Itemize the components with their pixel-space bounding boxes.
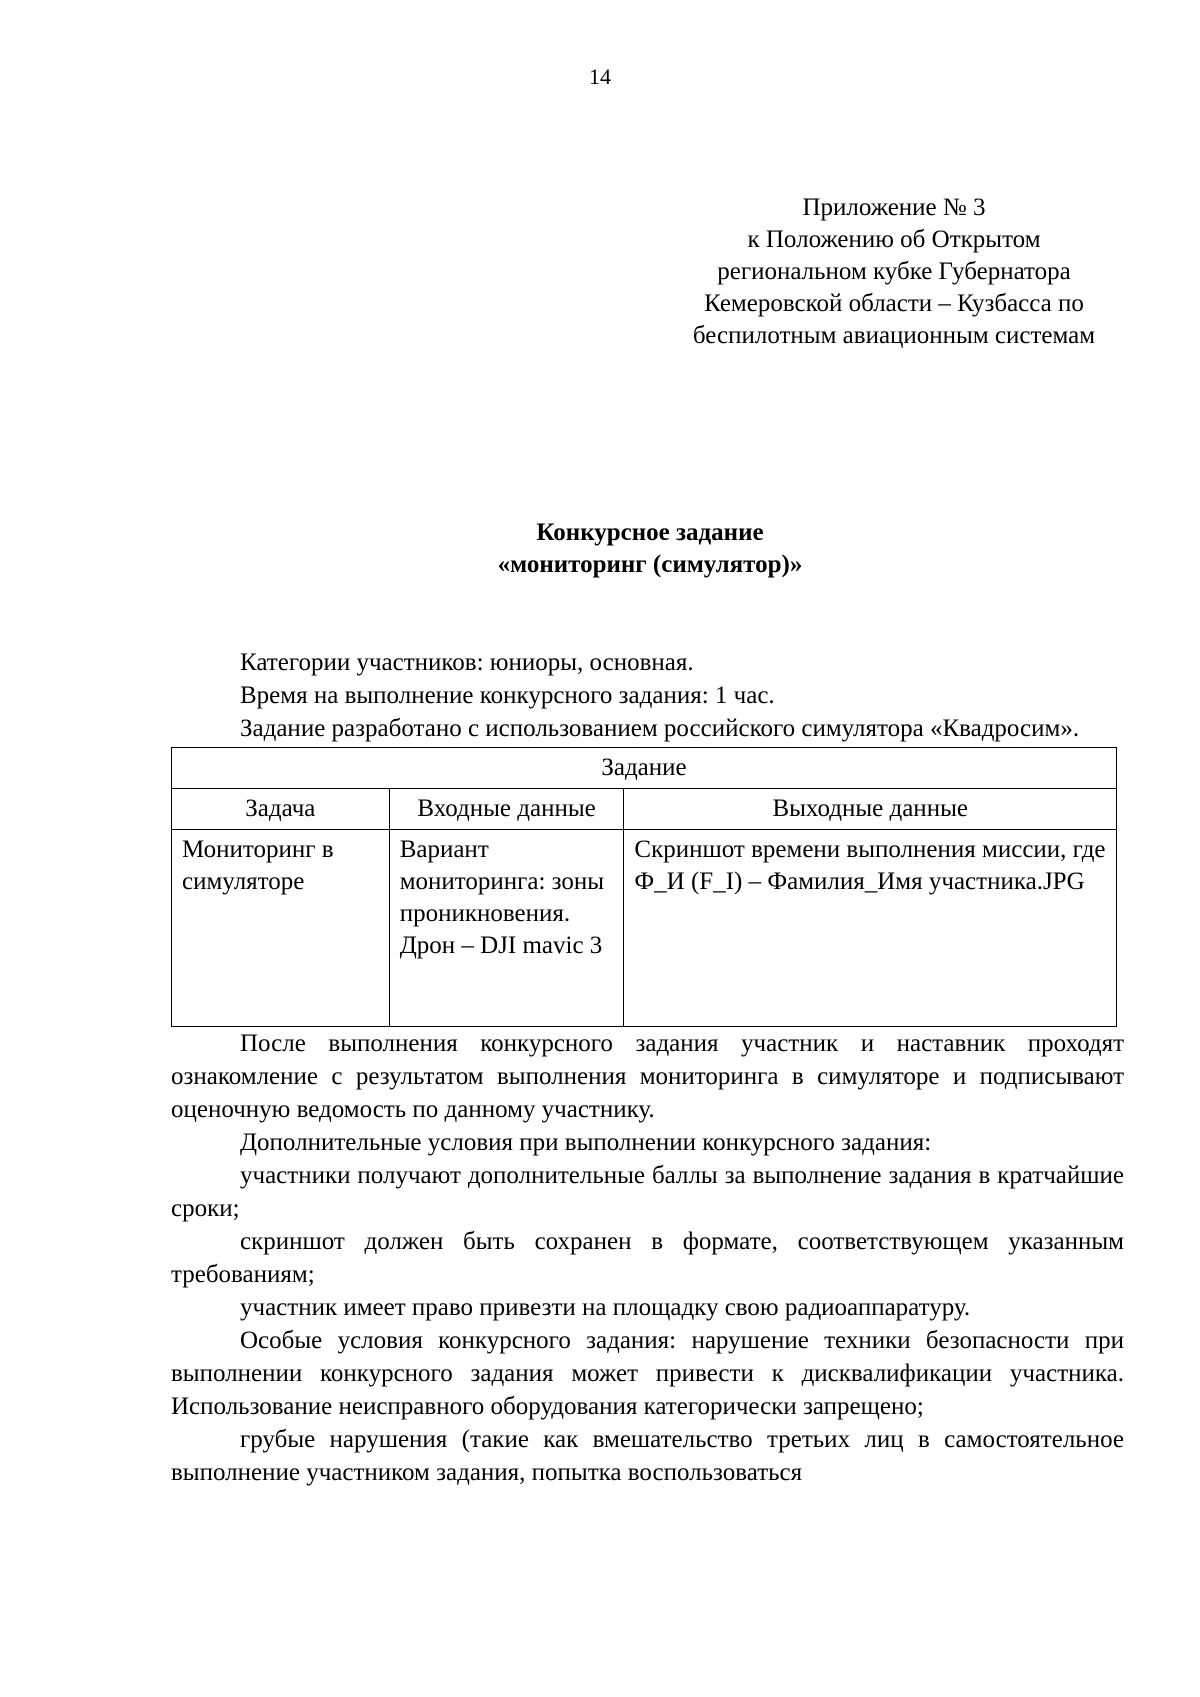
- appendix-line: Приложение № 3: [802, 194, 986, 221]
- appendix-line: Кемеровской области – Кузбасса по: [704, 290, 1084, 317]
- paragraph-condition-equipment: участник имеет право привезти на площадку свою радиоаппаратуру.: [240, 1294, 971, 1321]
- task-table: [171, 747, 1117, 1027]
- paragraph-simulator: Задание разработано с использованием российского симулятора «Квадросим».: [240, 715, 1080, 742]
- title-line-1: Конкурсное задание: [536, 519, 764, 546]
- table-header-output: Выходные данные: [624, 789, 1117, 830]
- document-title: [0, 517, 1200, 581]
- paragraph-categories: Категории участников: юниоры, основная.: [240, 649, 694, 676]
- table-caption: Задание: [172, 748, 1117, 789]
- table-header-task: Задача: [172, 789, 390, 830]
- paragraph-additional-conditions: Дополнительные условия при выполнении конкурсного задания:: [240, 1129, 932, 1156]
- table-header-input: Входные данные: [389, 789, 624, 830]
- table-cell-output: Скриншот времени выполнения миссии, где Ф_И (F_I) – Фамилия_Имя участника.JPG: [624, 830, 1117, 1027]
- title-line-2: «мониторинг (симулятор)»: [497, 551, 803, 578]
- page-number: 14: [589, 64, 611, 89]
- document-body: [171, 646, 1124, 1489]
- paragraph-special-conditions: Особые условия конкурсного задания: нарушение техники безопасности при выполнении конкурсного задания может привести к дисквалификации участника. Использование неисправного оборудования категорически запрещено;: [171, 1327, 1124, 1420]
- paragraph-after-task: После выполнения конкурсного задания участник и наставник проходят ознакомление с результатом выполнения мониторинга в симуляторе и подписывают оценочную ведомость по данному участнику.: [171, 1030, 1124, 1123]
- appendix-line: региональном кубке Губернатора: [717, 258, 1071, 285]
- table-cell-task: Мониторинг в симуляторе: [172, 830, 390, 1027]
- paragraph-condition-bonus: участники получают дополнительные баллы за выполнение задания в кратчайшие сроки;: [171, 1162, 1124, 1222]
- appendix-header: [664, 192, 1124, 352]
- paragraph-condition-screenshot: скриншот должен быть сохранен в формате, соответствующем указанным требованиям;: [171, 1228, 1124, 1288]
- paragraph-time: Время на выполнение конкурсного задания: 1 час.: [240, 682, 775, 709]
- paragraph-violations: грубые нарушения (такие как вмешательство третьих лиц в самостоятельное выполнение участником задания, попытка воспользоваться: [171, 1426, 1124, 1486]
- table-row: [172, 830, 1117, 1027]
- table-cell-input: Вариант мониторинга: зоны проникновения. Дрон – DJI mavic 3: [389, 830, 624, 1027]
- appendix-line: беспилотным авиационным системам: [692, 322, 1096, 349]
- appendix-line: к Положению об Открытом: [747, 226, 1041, 253]
